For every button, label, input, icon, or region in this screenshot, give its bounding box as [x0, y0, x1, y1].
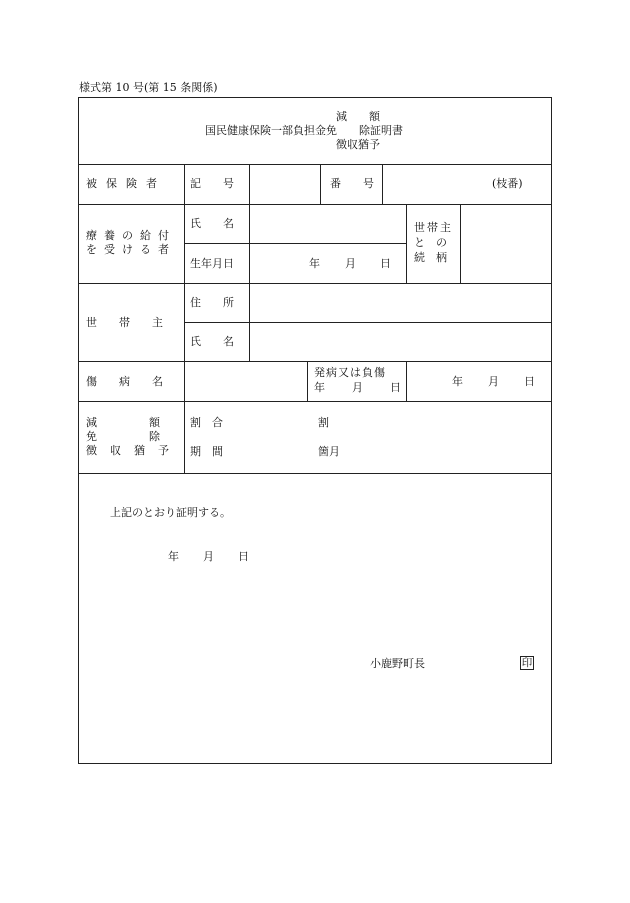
reduction-label-line-1: 減 額 [86, 416, 170, 429]
onset-label-line-1: 発病又は負傷 [314, 366, 386, 379]
rule [249, 204, 250, 361]
rule [78, 473, 552, 474]
birth-day: 日 [380, 257, 391, 270]
certification-year: 年 [168, 550, 179, 563]
rule [184, 164, 185, 473]
title-line-1: 減 額 [336, 110, 380, 123]
rule [78, 164, 552, 165]
certification-statement: 上記のとおり証明する。 [110, 506, 231, 519]
kigo-label: 記 号 [190, 177, 234, 190]
rule [78, 361, 552, 362]
onset-day: 日 [524, 375, 535, 388]
birth-month: 月 [345, 257, 356, 270]
certification-month: 月 [203, 550, 214, 563]
ratio-label: 割 合 [190, 416, 223, 429]
issuer-name: 小鹿野町長 [370, 657, 425, 670]
certification-day: 日 [238, 550, 249, 563]
insured-label-text: 被保険者 [86, 177, 166, 190]
rule [460, 204, 461, 283]
ratio-unit: 割 [318, 416, 329, 429]
title-line-2: 国民健康保険一部負担金免 除証明書 [205, 124, 403, 137]
rule [307, 361, 308, 401]
recipient-label-line-1: 療養の給付 [86, 229, 176, 242]
period-unit: 箇月 [318, 445, 340, 458]
birth-year: 年 [309, 257, 320, 270]
period-label: 期 間 [190, 445, 223, 458]
rule [78, 401, 552, 402]
recipient-name-label: 氏 名 [190, 217, 234, 230]
seal-mark: 印 [521, 656, 533, 669]
recipient-label-line-2: を受ける者 [86, 243, 176, 256]
edaban-label: (枝番) [492, 177, 523, 190]
insured-label [86, 178, 178, 189]
householder-name-label: 氏 名 [190, 335, 234, 348]
relation-line-3: 続 柄 [414, 251, 447, 264]
householder-label: 世 帯 主 [86, 316, 163, 329]
rule [184, 322, 552, 323]
rule [78, 204, 552, 205]
illness-label: 傷 病 名 [86, 375, 163, 388]
onset-month: 月 [488, 375, 499, 388]
relation-line-1: 世帯主 [414, 221, 453, 234]
form-label: 様式第 10 号(第 15 条関係) [79, 81, 218, 94]
reduction-label-line-2: 免 除 [86, 430, 170, 443]
onset-label-line-2: 年 月 日 [314, 381, 409, 394]
rule [382, 164, 383, 204]
rule [249, 164, 250, 204]
rule [78, 283, 552, 284]
rule [406, 204, 407, 283]
onset-year: 年 [452, 375, 463, 388]
rule [320, 164, 321, 204]
rule [184, 243, 406, 244]
reduction-label-line-3: 徴収猶予 [86, 444, 182, 457]
title-line-3: 徴収猶予 [336, 138, 380, 151]
bango-label: 番 号 [330, 177, 374, 190]
relation-line-2: と の [414, 236, 447, 249]
recipient-birth-label: 生年月日 [190, 257, 234, 270]
householder-address-label: 住 所 [190, 296, 234, 309]
